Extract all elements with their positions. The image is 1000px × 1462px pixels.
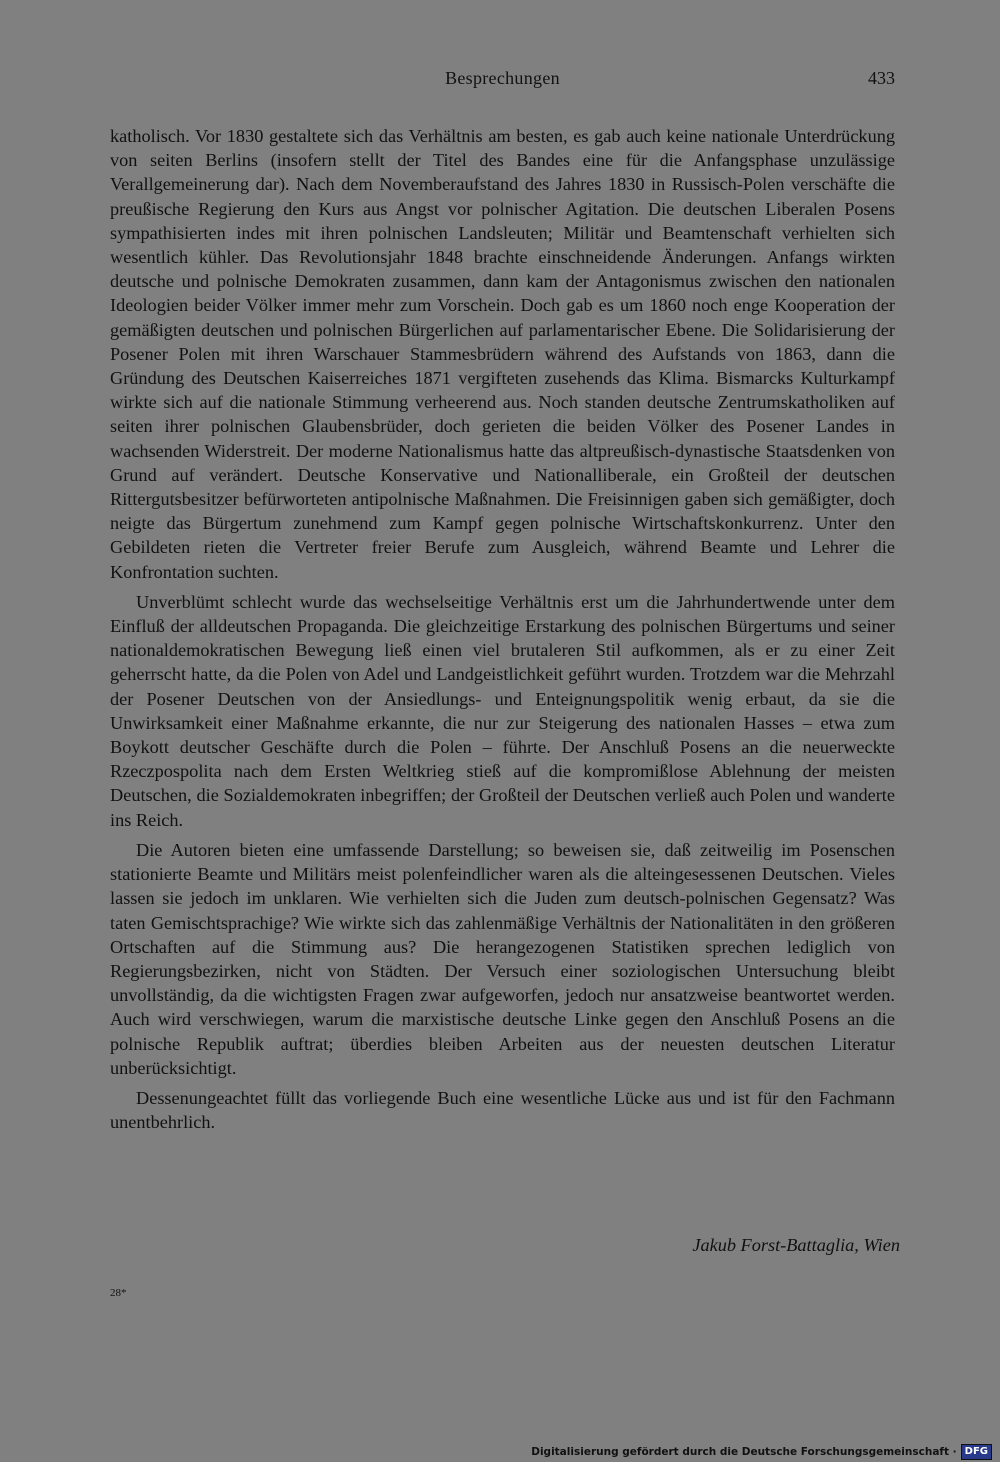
footer-text: Digitalisierung gefördert durch die Deutsche Forschungsgemeinschaft · xyxy=(531,1446,957,1458)
dfg-logo: DFG xyxy=(961,1444,992,1460)
paragraph-2: Unverblümt schlecht wurde das wechselseitige Verhältnis erst um die Jahrhundertwende unter dem Einfluß der alldeutschen Propaganda. Die gleichzeitige Erstarkung des polnischen Bürgertums und seiner nationaldemokratischen Bewegung ließ einen viel brutaleren Stil aufkommen, als er zu einer Zeit geherrscht hatte, da die Polen von Adel und Landgeistlichkeit geführt wurden. Trotzdem war die Mehrzahl der Posener Deutschen von der Ansiedlungs- und Enteignungspolitik wenig erbaut, da sie die Unwirksamkeit einer Maßnahme erkannte, die nur zur Steigerung des nationalen Hasses – etwa zum Boykott deutscher Geschäfte durch die Polen – führte. Der Anschluß Posens an die neuerweckte Rzeczpospolita nach dem Ersten Weltkrieg stieß auf die kompromißlose Ablehnung der meisten Deutschen, die Sozialdemokraten inbegriffen; der Großteil der Deutschen verließ auch Polen und wanderte ins Reich. xyxy=(110,591,895,830)
sheet-mark: 28* xyxy=(110,1287,127,1299)
review-body xyxy=(110,124,895,1134)
author-signature: Jakub Forst-Battaglia, Wien xyxy=(692,1235,900,1255)
running-title: Besprechungen xyxy=(445,68,560,88)
running-header xyxy=(110,68,895,98)
paragraph-4: Dessenungeachtet füllt das vorliegende Buch eine wesentliche Lücke aus und ist für den Fachmann unentbehrlich. xyxy=(110,1087,895,1133)
paragraph-3: Die Autoren bieten eine umfassende Darstellung; so beweisen sie, daß zeitweilig im Posenschen stationierte Beamte und Militärs meist polenfeindlicher waren als die alteingesessenen Deutschen. Vieles lassen sie jedoch im unklaren. Wie verhielten sich die Juden zum deutsch-polnischen Gegensatz? Was taten Gemischtsprachige? Wie wirkte sich das zahlenmäßige Verhältnis der Nationalitäten in den größeren Ortschaften auf die Stimmung aus? Die herangezogenen Statistiken sprechen lediglich von Regierungsbezirken, nicht von Städten. Der Versuch einer soziologischen Untersuchung bleibt unvollständig, da die wichtigsten Fragen zwar aufgeworfen, jedoch nur ansatzweise beantwortet werden. Auch wird verschwiegen, warum die marxistische deutsche Linke gegen den Anschluß Posens an die polnische Republik auftrat; überdies bleiben Arbeiten aus der neuesten deutschen Literatur unberücksichtigt. xyxy=(110,839,895,1078)
page-number: 433 xyxy=(868,68,895,88)
paragraph-1: katholisch. Vor 1830 gestaltete sich das Verhältnis am besten, es gab auch keine nationale Unterdrückung von seiten Berlins (insofern stellt der Titel des Bandes eine für die Anfangsphase unzulässige Verallgemeinerung dar). Nach dem Novemberaufstand des Jahres 1830 in Russisch-Polen verschäfte die preußische Regierung den Kurs aus Angst vor polnischer Agitation. Die deutschen Liberalen Posens sympathisierten indes mit ihren polnischen Landsleuten; Militär und Beamtenschaft verhielten sich wesentlich kühler. Das Revolutionsjahr 1848 brachte einschneidende Änderungen. Anfangs wirkten deutsche und polnische Demokraten zusammen, dann kam der Antagonismus zwischen den nationalen Ideologien beider Völker immer mehr zum Vorschein. Doch gab es um 1860 noch enge Kooperation der gemäßigten deutschen und polnischen Bürgerlichen auf parlamentarischer Ebene. Die Solidarisierung der Posener Polen mit ihren Warschauer Stammesbrüdern während des Aufstands von 1863, dann die Gründung des Deutschen Kaiserreiches 1871 vergifteten zusehends das Klima. Bismarcks Kulturkampf wirkte sich auf die nationale Stimmung verheerend aus. Noch standen deutsche Zentrumskatholiken auf seiten ihrer polnischen Glaubensbrüder, doch gerieten die beiden Völker des Posener Landes in wachsenden Widerstreit. Der moderne Nationalismus hatte das altpreußisch-dynastische Staatsdenken von Grund auf verändert. Deutsche Konservative und Nationalliberale, ein Großteil der deutschen Rittergutsbesitzer befürworteten antipolnische Maßnahmen. Die Freisinnigen gaben sich gemäßigter, doch neigte das Bürgertum zunehmend zum Kampf gegen polnische Wirtschaftskonkurrenz. Unter den Gebildeten rieten die Vertreter freier Berufe zum Ausgleich, während Beamte und Lehrer die Konfrontation suchten. xyxy=(110,126,895,582)
digitization-footer xyxy=(531,1444,992,1460)
